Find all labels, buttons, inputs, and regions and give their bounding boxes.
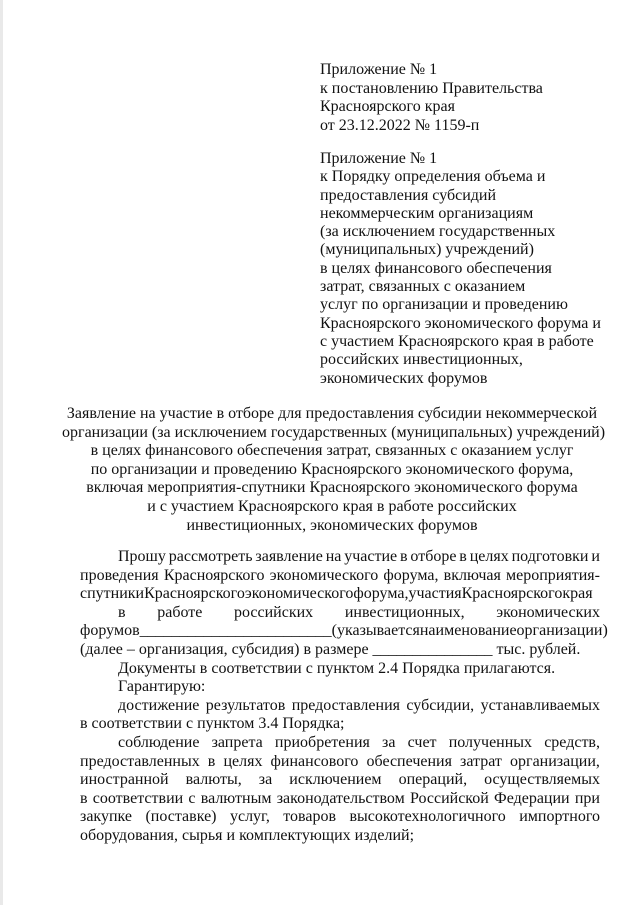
word: в [118, 603, 126, 621]
word: форума, [353, 585, 409, 603]
word: участия [408, 585, 462, 603]
appendix2-line-2: к Порядку определения объема и [320, 168, 546, 186]
word: достижение [118, 696, 200, 714]
word: и [591, 548, 600, 565]
word: финансового [270, 752, 359, 770]
word: соблюдение [118, 733, 200, 751]
word: экономического [244, 585, 354, 603]
word: услуг, [229, 808, 270, 826]
appendix1-line-3: Красноярского края [320, 98, 455, 115]
word: форума, [383, 566, 439, 584]
word: субсидии, [406, 696, 475, 714]
body-line-5 [80, 622, 608, 641]
appendix1-line-4: от 23.12.2022 № 1159-п [320, 116, 480, 134]
body-line-8-text: Гарантирую: [118, 678, 206, 696]
word: средств, [544, 733, 600, 751]
title-line-3: в целях финансового обеспечения затрат, связанных с оказанием услуг [90, 442, 574, 460]
word: в [459, 548, 467, 565]
appendix2-line-9: услуг по организации и проведению [320, 296, 568, 314]
word: за [382, 733, 396, 751]
appendix-header-2 [320, 150, 601, 388]
body-line-4 [80, 604, 600, 623]
body-line-11 [80, 734, 600, 753]
word: целях [223, 752, 263, 770]
body-line-12 [80, 753, 600, 772]
word: Красноярского [163, 566, 265, 584]
word: запрета [211, 733, 263, 751]
title-line-7: инвестиционных, экономических форумов [186, 516, 478, 534]
word: Федерации [494, 789, 570, 807]
body-line-1 [80, 548, 600, 567]
word: (указывается [331, 622, 420, 640]
body-line-16-text: оборудования, сырья и комплектующих изделий; [80, 826, 415, 844]
word: Прошу [118, 548, 166, 565]
body-line-8 [80, 678, 600, 697]
word: за [258, 771, 273, 789]
body-line-2 [80, 567, 600, 586]
word: края [562, 585, 593, 603]
word: осуществляемых [484, 771, 600, 789]
word: включая [443, 566, 501, 584]
body-line-6-text: (далее – организация, субсидия) в размере _______________ тыс. рублей. [80, 640, 581, 658]
word: Красноярского [461, 585, 563, 603]
word: подготовки [511, 548, 589, 565]
word: заявление [255, 548, 323, 565]
document-body [80, 548, 608, 846]
word: наименование [419, 622, 517, 640]
appendix2-line-6: (муниципальных) учреждений) [320, 241, 534, 259]
word: валюты, [185, 771, 242, 789]
appendix2-line-8: затрат, связанных с оказанием [320, 278, 526, 296]
word: Красноярского [144, 585, 245, 603]
word: организации, [510, 752, 600, 770]
word: обеспечения [366, 752, 452, 770]
word: проведения [80, 566, 159, 584]
appendix2-line-3: предоставления субсидий [320, 186, 497, 204]
word: соответствии [92, 789, 184, 807]
word: операций, [398, 771, 468, 789]
word: исключением [289, 771, 382, 789]
appendix2-line-4: некоммерческим организациям [320, 204, 534, 222]
document-title [62, 405, 606, 535]
word: полученных [448, 733, 533, 751]
word: результатов [205, 696, 286, 714]
appendix2-line-12: российских инвестиционных, [320, 351, 523, 369]
word: приобретения [274, 733, 370, 751]
word: устанавливаемых [480, 696, 600, 714]
word: счет [407, 733, 437, 751]
title-line-4: по организации и проведению Красноярского экономического форума, [90, 460, 574, 478]
body-line-9 [80, 697, 600, 716]
word: отборе [410, 548, 457, 565]
title-line-1: Заявление на участие в отборе для предоставления субсидии некоммерческой [66, 405, 598, 422]
word: форумов________________________ [80, 622, 332, 640]
appendix2-line-11: с участием Красноярского края в работе [320, 332, 594, 350]
appendix2-line-5: (за исключением государственных [320, 223, 556, 241]
word: (поставке) [145, 808, 217, 826]
body-line-10-text: в соответствии с пунктом 3.4 Порядка; [80, 715, 345, 733]
body-line-7 [80, 660, 600, 679]
body-line-14 [80, 790, 600, 809]
word: в [207, 752, 216, 770]
title-line-5: включая мероприятия-спутники Красноярского экономического форума [86, 479, 578, 497]
body-line-13 [80, 771, 600, 790]
word: при [574, 789, 600, 807]
word: валютным [200, 789, 272, 807]
appendix1-line-1: Приложение № 1 [320, 61, 438, 78]
appendix1-line-2: к постановлению Правительства [320, 79, 543, 97]
word: товаров [283, 808, 337, 826]
body-line-10 [80, 715, 600, 734]
word: предоставления [291, 696, 400, 714]
word: импортного [519, 808, 600, 826]
word: инвестиционных, [344, 603, 465, 621]
word: экономических [496, 603, 600, 621]
word: высокотехнологичного [349, 808, 506, 826]
body-line-6 [80, 641, 600, 660]
word: на [325, 548, 342, 565]
word: законодательством [276, 789, 405, 807]
appendix-header-1 [320, 61, 543, 135]
scan-edge [0, 0, 3, 905]
appendix2-line-10: Красноярского экономического форума и [320, 314, 601, 332]
word: с [188, 789, 196, 807]
word: экономического [269, 566, 379, 584]
word: работе [157, 603, 203, 621]
word: мероприятия- [506, 566, 600, 584]
word: затрат [460, 752, 502, 770]
word: в [80, 789, 88, 807]
word: целях [469, 548, 509, 565]
word: закупке [80, 808, 133, 826]
word: Российской [409, 789, 489, 807]
word: иностранной [80, 771, 169, 789]
appendix2-line-7: в целях финансового обеспечения [320, 259, 552, 277]
word: предоставленных [80, 752, 200, 770]
body-line-15 [80, 808, 600, 827]
title-line-2: организации (за исключением государственных (муниципальных) учреждений) [62, 423, 606, 441]
word: рассмотреть [168, 548, 253, 565]
body-line-16 [80, 827, 600, 846]
word: участие [344, 548, 398, 565]
title-line-6: и с участием Красноярского края в работе российских [147, 497, 517, 515]
word: спутники [80, 585, 145, 603]
body-line-3 [80, 585, 600, 604]
word: организации) [516, 622, 608, 640]
word: российских [234, 603, 314, 621]
body-line-7-text: Документы в соответствии с пунктом 2.4 Порядка прилагаются. [118, 659, 556, 677]
appendix2-line-13: экономических форумов [320, 369, 488, 387]
word: в [399, 548, 408, 565]
appendix2-line-1: Приложение № 1 [320, 150, 438, 167]
